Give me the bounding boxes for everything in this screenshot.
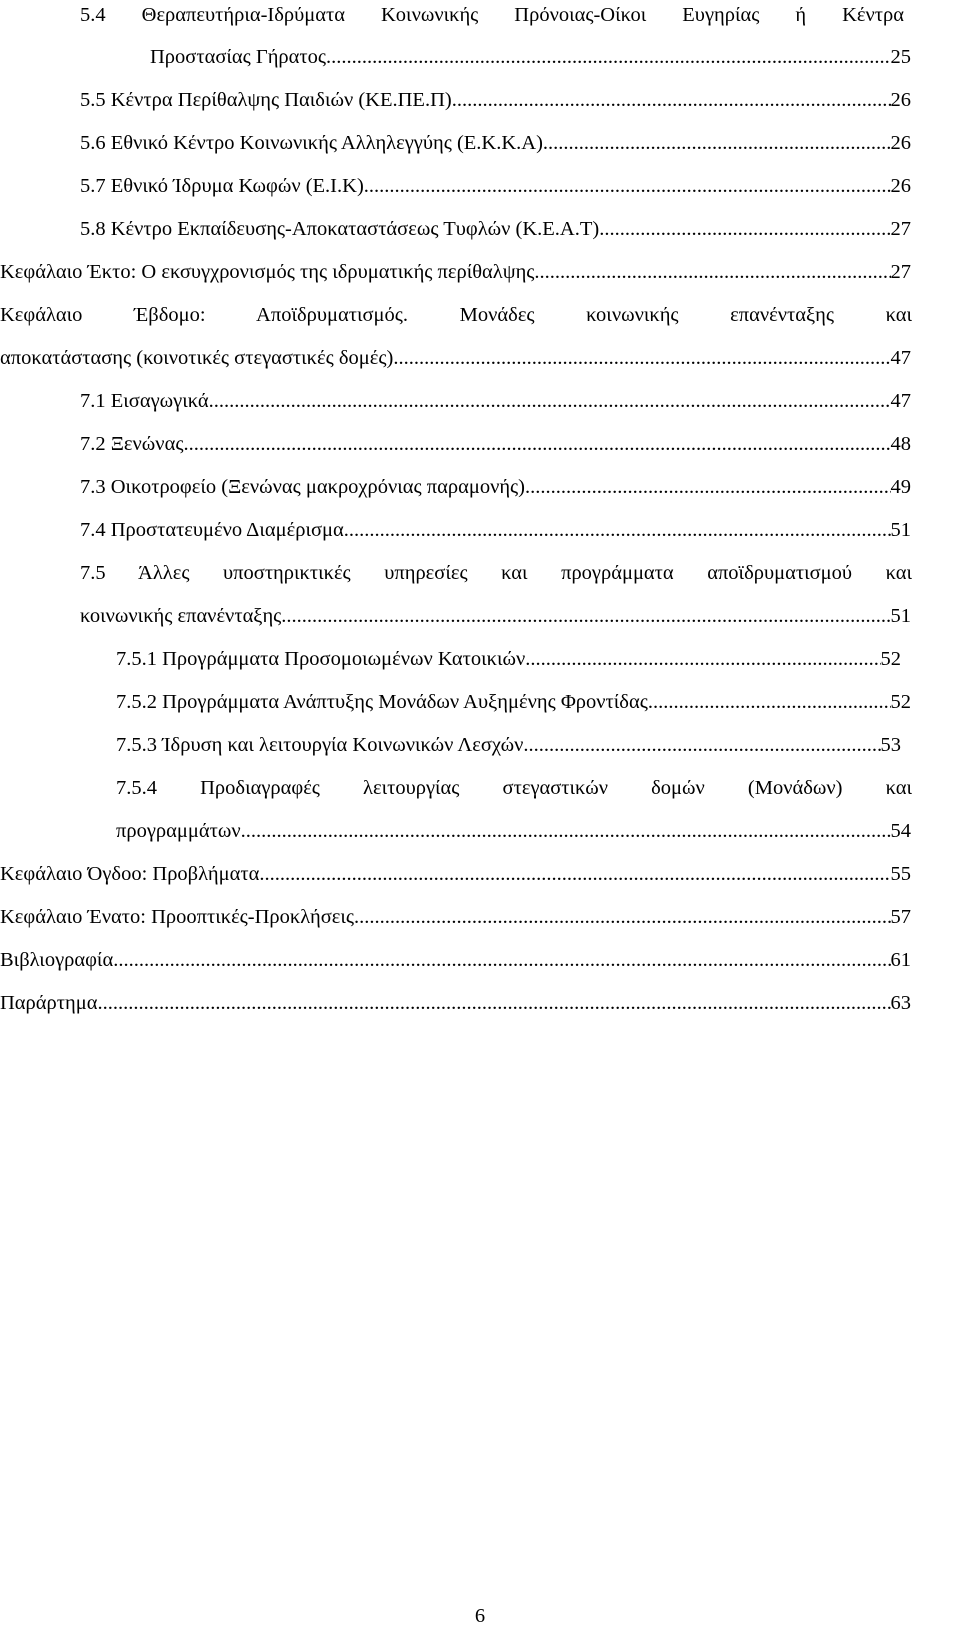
dot-leader: [344, 513, 891, 547]
toc-line[interactable]: [0, 40, 960, 74]
toc-entry-label: 5.7 Εθνικό Ίδρυμα Κωφών (Ε.Ι.Κ): [80, 175, 364, 197]
toc-line[interactable]: [0, 384, 960, 418]
toc-line: [0, 556, 960, 590]
toc-line[interactable]: [0, 212, 960, 246]
toc-entry-label: 7.5.1 Προγράμματα Προσομοιωμένων Κατοικιών: [116, 648, 526, 670]
toc-line[interactable]: [0, 814, 960, 848]
toc-entry-label: Κεφάλαιο Όγδοο: Προβλήματα: [0, 863, 260, 885]
dot-leader: [393, 341, 890, 375]
toc-page-number: 57: [890, 906, 911, 928]
toc-line: [0, 298, 960, 332]
toc-entry-text: 7.5.4 Προδιαγραφές λειτουργίας στεγαστικών δομών (Μονάδων) και: [116, 777, 912, 799]
dot-leader: [543, 126, 891, 160]
toc-line[interactable]: [0, 728, 960, 762]
dot-leader: [525, 642, 880, 676]
toc-page-number: 52: [880, 648, 901, 670]
toc-line[interactable]: [0, 341, 960, 375]
toc-entry-label: Κεφάλαιο Ένατο: Προοπτικές-Προκλήσεις: [0, 906, 355, 928]
dot-leader: [648, 685, 891, 719]
toc-line[interactable]: [0, 685, 960, 719]
toc-page-number: 52: [890, 691, 911, 713]
toc-page-number: 54: [890, 820, 911, 842]
toc-line: [0, 771, 960, 805]
toc-entry-text: 5.4 Θεραπευτήρια-Ιδρύματα Κοινωνικής Πρόνοιας-Οίκοι Ευγηρίας ή Κέντρα: [80, 4, 904, 26]
toc-entry-label: 5.6 Εθνικό Κέντρο Κοινωνικής Αλληλεγγύης (Ε.Κ.Κ.Α): [80, 132, 543, 154]
toc-page-number: 47: [890, 347, 911, 369]
toc-line[interactable]: [0, 513, 960, 547]
toc-page-number: 47: [890, 390, 911, 412]
toc-entry-label: 7.2 Ξενώνας: [80, 433, 184, 455]
dot-leader: [354, 900, 890, 934]
dot-leader: [326, 40, 890, 74]
toc-line: [0, 0, 960, 32]
toc-entry-label: 7.5.3 Ίδρυση και λειτουργία Κοινωνικών Λεσχών: [116, 734, 524, 756]
toc-page-number: 48: [890, 433, 911, 455]
toc-page-number: 26: [890, 175, 911, 197]
toc-page-number: 27: [890, 218, 911, 240]
page-number: 6: [474, 1605, 486, 1627]
toc-page-number: 27: [890, 261, 911, 283]
toc-page-number: 49: [890, 476, 911, 498]
toc-page-number: 61: [890, 949, 911, 971]
toc-entry-label: Κεφάλαιο Έκτο: Ο εκσυγχρονισμός της ιδρυματικής περίθαλψης.: [0, 261, 540, 283]
toc-line[interactable]: [0, 126, 960, 160]
dot-leader: [259, 857, 890, 891]
toc-line[interactable]: [0, 470, 960, 504]
toc-line[interactable]: [0, 599, 960, 633]
toc-entry-label: 7.4 Προστατευμένο Διαμέρισμα: [80, 519, 344, 541]
dot-leader: [183, 427, 890, 461]
dot-leader: [364, 169, 891, 203]
dot-leader: [209, 384, 891, 418]
toc-line[interactable]: [0, 943, 960, 977]
dot-leader: [281, 599, 890, 633]
dot-leader: [540, 255, 891, 289]
toc-entry-label: κοινωνικής επανένταξης: [80, 605, 282, 627]
dot-leader: [97, 986, 890, 1020]
toc-page-number: 26: [890, 89, 911, 111]
toc-entry-label: 5.8 Κέντρο Εκπαίδευσης-Αποκαταστάσεως Τυφλών (Κ.Ε.Α.Τ): [80, 218, 600, 240]
toc-page-number: 51: [890, 519, 911, 541]
toc-page-number: 63: [890, 992, 911, 1014]
dot-leader: [599, 212, 890, 246]
toc-page-number: 53: [880, 734, 901, 756]
toc-entry-text: Κεφάλαιο Έβδομο: Αποϊδρυματισμός. Μονάδες κοινωνικής επανένταξης και: [0, 304, 912, 326]
toc-entry-label: Βιβλιογραφία: [0, 949, 114, 971]
toc-entry-label: αποκατάστασης (κοινοτικές στεγαστικές δομές): [0, 347, 394, 369]
toc-page-number: 26: [890, 132, 911, 154]
dot-leader: [113, 943, 890, 977]
dot-leader: [523, 728, 880, 762]
dot-leader: [525, 470, 890, 504]
toc-page-number: 25: [890, 46, 911, 68]
toc-line[interactable]: [0, 427, 960, 461]
dot-leader: [241, 814, 891, 848]
toc-line[interactable]: [0, 255, 960, 289]
toc-line[interactable]: [0, 642, 960, 676]
toc-entry-label: Παράρτημα: [0, 992, 98, 1014]
toc-line[interactable]: [0, 169, 960, 203]
toc-page-number: 55: [890, 863, 911, 885]
toc-line[interactable]: [0, 900, 960, 934]
toc-entry-label: προγραμμάτων: [116, 820, 241, 842]
dot-leader: [452, 83, 891, 117]
toc-entry-label: 5.5 Κέντρα Περίθαλψης Παιδιών (ΚΕ.ΠΕ.Π): [80, 89, 452, 111]
toc-entry-label: 7.1 Εισαγωγικά: [80, 390, 209, 412]
toc-line[interactable]: [0, 83, 960, 117]
toc-line[interactable]: [0, 986, 960, 1020]
toc-entry-label: 7.3 Οικοτροφείο (Ξενώνας μακροχρόνιας παραμονής): [80, 476, 526, 498]
toc-entry-label: 7.5.2 Προγράμματα Ανάπτυξης Μονάδων Αυξημένης Φροντίδας: [116, 691, 648, 713]
toc-entry-text: 7.5 Άλλες υποστηρικτικές υπηρεσίες και προγράμματα αποϊδρυματισμού και: [80, 562, 912, 584]
toc-line[interactable]: [0, 857, 960, 891]
toc-page-number: 51: [890, 605, 911, 627]
toc-entry-label: Προστασίας Γήρατος: [150, 46, 327, 68]
